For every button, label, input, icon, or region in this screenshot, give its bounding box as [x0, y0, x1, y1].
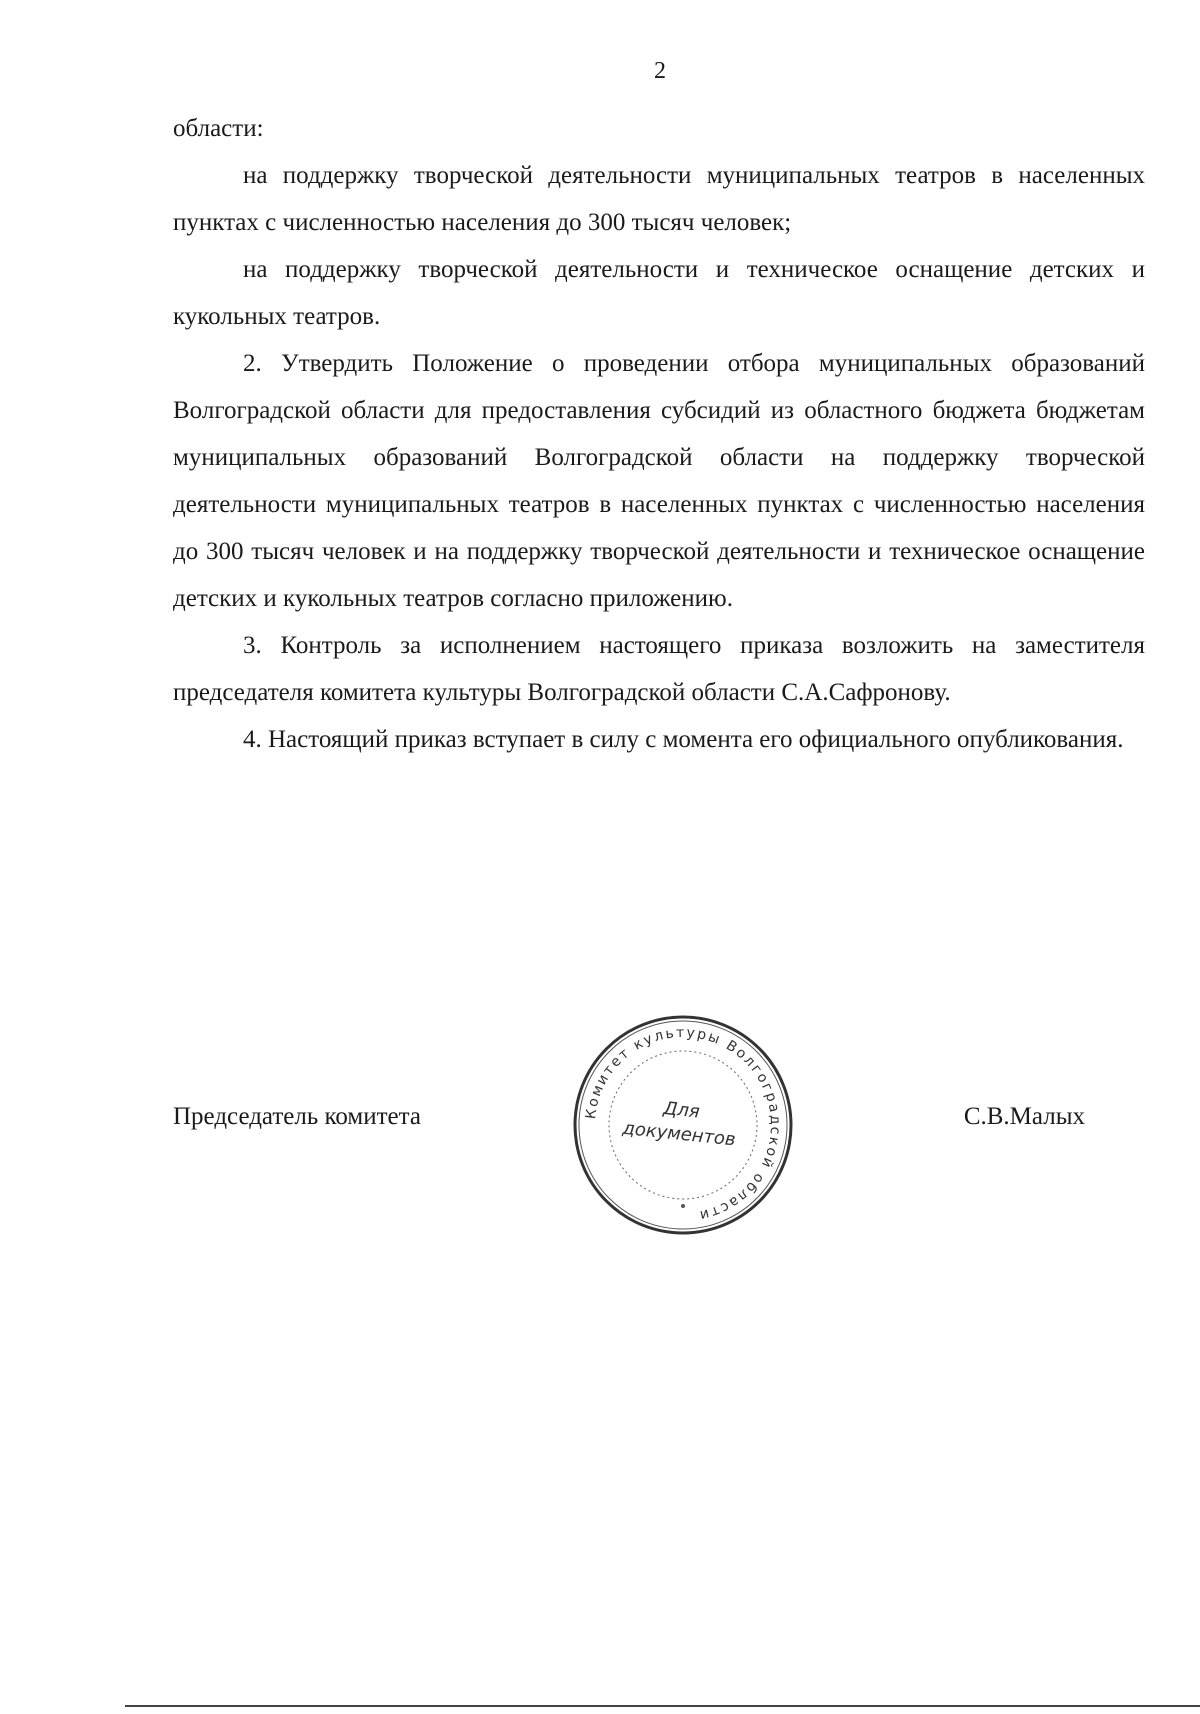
- bottom-rule: [125, 1705, 1200, 1707]
- paragraph-clause-3: 3. Контроль за исполнением настоящего приказа возложить на заместителя председателя комитета культуры Волгоградской области С.А.Сафронову.: [173, 632, 1145, 706]
- stamp-center-line-1: Для: [662, 1097, 701, 1123]
- paragraph-item-theatres: на поддержку творческой деятельности муниципальных театров в населенных пунктах с численностью населения до 300 тысяч человек;: [173, 162, 1145, 236]
- stamp-outer-text: Комитет культуры Волгоградской области: [583, 1024, 784, 1224]
- signatory-title: Председатель комитета: [173, 1103, 421, 1130]
- paragraph-clause-4: 4. Настоящий приказ вступает в силу с момента его официального опубликования.: [243, 726, 1124, 753]
- page-number: 2: [654, 58, 666, 84]
- official-stamp: [568, 1010, 798, 1240]
- stamp-center-line-2: документов: [621, 1117, 737, 1151]
- paragraph-item-puppet-theatres: на поддержку творческой деятельности и техническое оснащение детских и кукольных театров.: [173, 256, 1145, 330]
- document-body: [173, 105, 1145, 763]
- paragraph-continuation: области:: [173, 115, 264, 142]
- signatory-name: С.В.Малых: [963, 1103, 1085, 1130]
- paragraph-clause-2: 2. Утвердить Положение о проведении отбора муниципальных образований Волгоградской области для предоставления субсидий из областного бюджета бюджетам муниципальных образований Волгоградской области на поддержку творческой деятельности муниципальных театров в населенных пунктах с численностью населения до 300 тысяч человек и на поддержку творческой деятельности и техническое оснащение детских и кукольных театров согласно приложению.: [173, 350, 1145, 612]
